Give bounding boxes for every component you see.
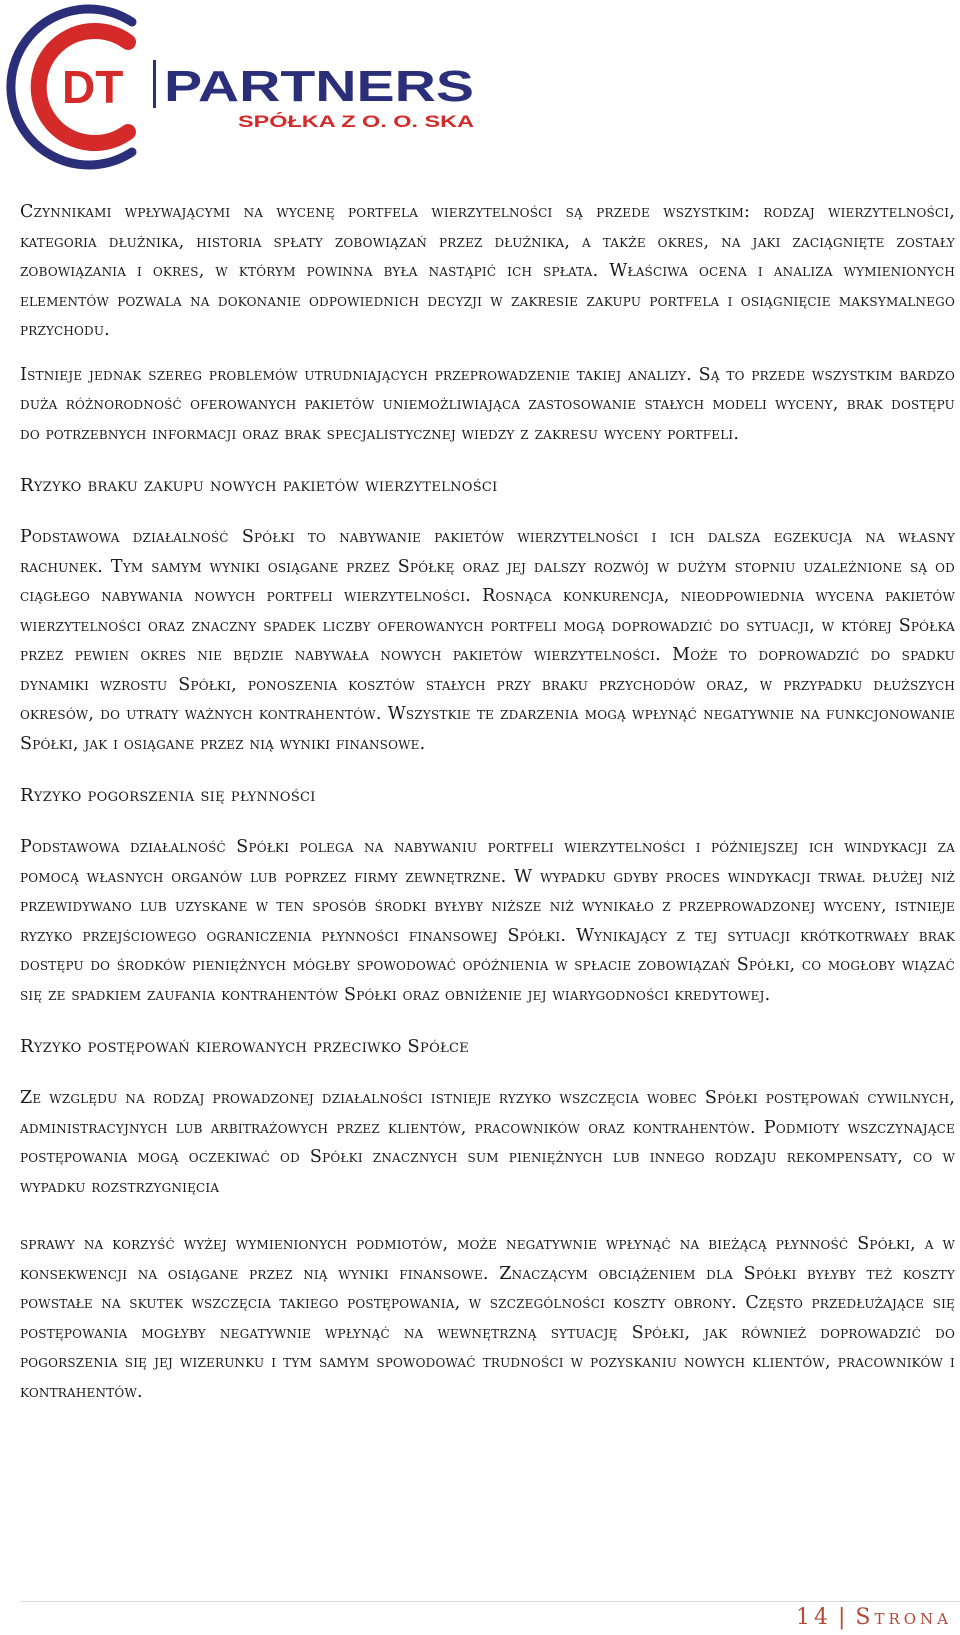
document-body [20, 198, 955, 1407]
heading-liquidity-risk: Ryzyko pogorszenia się płynności [20, 785, 316, 806]
heading-purchase-risk: Ryzyko braku zakupu nowych pakietów wierzytelności [20, 475, 498, 496]
paragraph-valuation-factors: Czynnikami wpływającymi na wycenę portfela wierzytelności są przede wszystkim: rodzaj wierzytelności, kategoria dłużnika, historia spłaty zobowiązań przez dłużnika, a także okres, na jaki zaciągnięte zostały zobowiązania i okres, w którym powinna była nastąpić ich spłata. Właściwa ocena i analiza wymienionych elementów pozwala na dokonanie odpowiednich decyzji w zakresie zakupu portfela i osiągnięcie maksymalnego przychodu. [20, 202, 955, 340]
dt-partners-logo-graphic [0, 0, 500, 175]
logo-divider [153, 60, 156, 108]
logo-dt-text: DT [62, 61, 124, 113]
footer-divider [20, 1601, 960, 1602]
logo-partners-text: PARTNERS [164, 62, 474, 111]
footer-separator: | [837, 1605, 850, 1630]
paragraph-liquidity-risk: Podstawowa działalność Spółki polega na nabywaniu portfeli wierzytelności i późniejszej ich windykacji za pomocą własnych organów lub poprzez firmy zewnętrzne. W wypadku gdyby proces windykacji trwał dłużej niż przewidywano lub uzyskane w ten sposób środki byłyby niższe niż wynikało z przeprowadzonej wyceny, istnieje ryzyko przejściowego ograniczenia płynności finansowej Spółki. Wynikający z tej sytuacji krótkotrwały brak dostępu do środków pieniężnych mógłby spowodować opóźnienia w spłacie zobowiązań Spółki, co mogłoby wiązać się ze spadkiem zaufania kontrahentów Spółki oraz obniżenie jej wiarygodności kredytowej. [20, 837, 955, 1005]
paragraph-litigation-consequences: sprawy na korzyść wyżej wymienionych podmiotów, może negatywnie wpłynąć na bieżącą płynność Spółki, a w konsekwencji na osiągane przez nią wyniki finansowe. Znaczącym obciążeniem dla Spółki byłyby też koszty powstałe na skutek wszczęcia takiego postępowania, w szczególności koszty obrony. Często przedłużające się postępowania mogłyby negatywnie wpłynąć na wewnętrzną sytuację Spółki, jak również doprowadzić do pogorszenia się jej wizerunku i tym samym spowodować trudności w pozyskaniu nowych klientów, pracowników i kontrahentów. [20, 1234, 955, 1402]
heading-litigation-risk: Ryzyko postępowań kierowanych przeciwko Spółce [20, 1036, 470, 1057]
page-label: Strona [855, 1605, 952, 1630]
page-number: 14 [795, 1605, 832, 1630]
company-logo [0, 0, 500, 175]
page-footer [796, 1605, 952, 1630]
logo-subtitle-text: SPÓŁKA Z O. O. SKA [238, 112, 474, 131]
paragraph-analysis-problems: Istnieje jednak szereg problemów utrudniających przeprowadzenie takiej analizy. Są to przede wszystkim bardzo duża różnorodność oferowanych pakietów uniemożliwiająca zastosowanie stałych modeli wyceny, brak dostępu do potrzebnych informacji oraz brak specjalistycznej wiedzy z zakresu wyceny portfeli. [20, 364, 955, 444]
paragraph-litigation-risk: Ze względu na rodzaj prowadzonej działalności istnieje ryzyko wszczęcia wobec Spółki postępowań cywilnych, administracyjnych lub arbitrażowych przez klientów, pracowników oraz kontrahentów. Podmioty wszczynające postępowania mogą oczekiwać od Spółki znacznych sum pieniężnych lub innego rodzaju rekompensaty, co w wypadku rozstrzygnięcia [20, 1088, 955, 1197]
paragraph-purchase-risk: Podstawowa działalność Spółki to nabywanie pakietów wierzytelności i ich dalsza egzekucja na własny rachunek. Tym samym wyniki osiągane przez Spółkę oraz jej dalszy rozwój w dużym stopniu uzależnione są od ciągłego nabywania nowych portfeli wierzytelności. Rosnąca konkurencja, nieodpowiednia wycena pakietów wierzytelności oraz znaczny spadek liczby oferowanych portfeli mogą doprowadzić do sytuacji, w której Spółka przez pewien okres nie będzie nabywała nowych pakietów wierzytelności. Może to doprowadzić do spadku dynamiki wzrostu Spółki, ponoszenia kosztów stałych przy braku przychodów oraz, w przypadku dłuższych okresów, do utraty ważnych kontrahentów. Wszystkie te zdarzenia mogą wpłynąć negatywnie na funkcjonowanie Spółki, jak i osiągane przez nią wyniki finansowe. [20, 527, 955, 754]
